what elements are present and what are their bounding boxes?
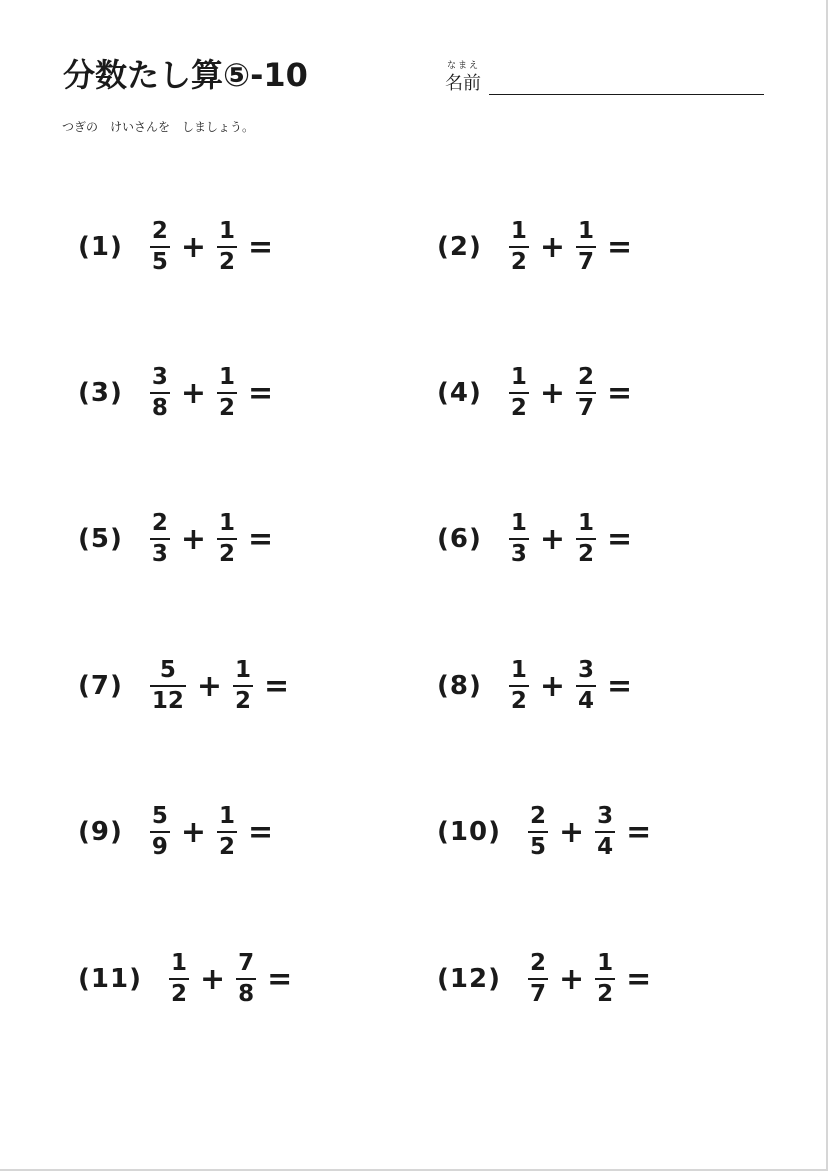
fraction-denominator: 2: [578, 541, 595, 567]
fraction-denominator: 3: [510, 541, 527, 567]
plus-sign: +: [539, 668, 566, 704]
fraction-numerator: 2: [529, 950, 546, 976]
fraction-numerator: 1: [597, 950, 614, 976]
plus-sign: +: [196, 668, 223, 704]
plus-sign: +: [539, 375, 566, 411]
fraction-numerator: 1: [219, 510, 236, 536]
worksheet-title: 分数たし算⑤-10: [63, 56, 308, 94]
fraction-numerator: 3: [578, 657, 595, 683]
fraction-numerator: 1: [219, 803, 236, 829]
problem-number: (7): [78, 671, 123, 701]
problem-number: (5): [78, 524, 123, 554]
fraction: [169, 952, 189, 1006]
plus-sign: +: [558, 961, 585, 997]
problem-number: (4): [437, 378, 482, 408]
instruction-text: つぎの けいさんを しましょう。: [62, 120, 255, 134]
fraction: [236, 952, 256, 1006]
equals-sign: =: [248, 521, 274, 557]
fraction-denominator: 2: [510, 395, 527, 421]
fraction-denominator: 9: [151, 834, 168, 860]
fraction: [150, 220, 170, 274]
fraction-denominator: 5: [529, 834, 546, 860]
fraction: [528, 952, 548, 1006]
fraction-numerator: 1: [510, 218, 527, 244]
plus-sign: +: [180, 521, 207, 557]
fraction-denominator: 2: [510, 688, 527, 714]
fraction-numerator: 1: [170, 950, 187, 976]
fraction: [509, 220, 529, 274]
fraction-denominator: 5: [151, 249, 168, 275]
fraction-denominator: 2: [219, 541, 236, 567]
problem-number: (1): [78, 232, 123, 262]
fraction-numerator: 1: [219, 218, 236, 244]
problem-item: [78, 216, 273, 278]
fraction-numerator: 1: [510, 657, 527, 683]
plus-sign: +: [180, 814, 207, 850]
fraction-bar: [150, 538, 170, 540]
fraction-numerator: 1: [219, 364, 236, 390]
fraction: [509, 659, 529, 713]
fraction: [576, 366, 596, 420]
fraction-bar: [217, 246, 237, 248]
equals-sign: =: [607, 668, 633, 704]
fraction-bar: [150, 685, 186, 687]
problem-number: (8): [437, 671, 482, 701]
fraction: [217, 366, 237, 420]
fraction-bar: [595, 978, 615, 980]
fraction: [576, 220, 596, 274]
fraction-bar: [150, 246, 170, 248]
fraction-denominator: 3: [151, 541, 168, 567]
fraction-numerator: 2: [578, 364, 595, 390]
problem-item: [78, 362, 273, 424]
problem-item: [78, 655, 289, 717]
fraction-bar: [150, 392, 170, 394]
fraction-denominator: 7: [529, 981, 546, 1007]
fraction-bar: [595, 831, 615, 833]
fraction: [150, 366, 170, 420]
fraction: [509, 512, 529, 566]
name-write-line[interactable]: [489, 94, 764, 95]
fraction-denominator: 2: [219, 249, 236, 275]
fraction-numerator: 5: [151, 803, 168, 829]
fraction-bar: [233, 685, 253, 687]
problem-number: (2): [437, 232, 482, 262]
problem-number: (9): [78, 817, 123, 847]
name-field: [445, 58, 765, 98]
fraction: [576, 512, 596, 566]
fraction-denominator: 2: [510, 249, 527, 275]
fraction-bar: [509, 538, 529, 540]
fraction-denominator: 12: [151, 688, 184, 714]
plus-sign: +: [199, 961, 226, 997]
fraction-numerator: 5: [159, 657, 176, 683]
equals-sign: =: [607, 229, 633, 265]
plus-sign: +: [180, 229, 207, 265]
fraction: [217, 220, 237, 274]
fraction: [217, 512, 237, 566]
plus-sign: +: [558, 814, 585, 850]
fraction-denominator: 7: [578, 395, 595, 421]
problem-number: (11): [78, 964, 142, 994]
problem-item: [437, 362, 632, 424]
fraction-denominator: 2: [219, 834, 236, 860]
fraction-bar: [509, 246, 529, 248]
fraction-bar: [236, 978, 256, 980]
fraction: [150, 659, 186, 713]
problem-number: (6): [437, 524, 482, 554]
fraction-numerator: 1: [510, 364, 527, 390]
plus-sign: +: [180, 375, 207, 411]
fraction-denominator: 2: [170, 981, 187, 1007]
equals-sign: =: [248, 814, 274, 850]
equals-sign: =: [264, 668, 290, 704]
fraction: [576, 659, 596, 713]
name-label: 名前: [445, 73, 481, 94]
problem-number: (12): [437, 964, 501, 994]
fraction: [150, 805, 170, 859]
fraction: [233, 659, 253, 713]
equals-sign: =: [248, 375, 274, 411]
equals-sign: =: [626, 961, 652, 997]
problem-item: [437, 216, 632, 278]
fraction-numerator: 2: [151, 218, 168, 244]
problem-item: [437, 948, 651, 1010]
fraction-numerator: 1: [510, 510, 527, 536]
fraction: [217, 805, 237, 859]
problem-item: [78, 508, 273, 570]
fraction-denominator: 4: [578, 688, 595, 714]
plus-sign: +: [539, 521, 566, 557]
fraction: [595, 952, 615, 1006]
fraction-bar: [576, 246, 596, 248]
problem-number: (10): [437, 817, 501, 847]
name-ruby: なまえ: [447, 61, 481, 71]
fraction-denominator: 2: [219, 395, 236, 421]
problem-item: [437, 801, 651, 863]
fraction: [528, 805, 548, 859]
fraction-bar: [528, 978, 548, 980]
fraction-numerator: 7: [238, 950, 255, 976]
fraction-numerator: 1: [235, 657, 252, 683]
equals-sign: =: [267, 961, 293, 997]
fraction-bar: [576, 538, 596, 540]
fraction-numerator: 2: [151, 510, 168, 536]
fraction-numerator: 1: [578, 510, 595, 536]
fraction-bar: [576, 685, 596, 687]
fraction-bar: [509, 685, 529, 687]
fraction-numerator: 1: [578, 218, 595, 244]
fraction: [595, 805, 615, 859]
problem-item: [437, 655, 632, 717]
fraction-bar: [217, 392, 237, 394]
equals-sign: =: [607, 521, 633, 557]
fraction-numerator: 2: [529, 803, 546, 829]
fraction-bar: [169, 978, 189, 980]
fraction-bar: [217, 831, 237, 833]
fraction-bar: [150, 831, 170, 833]
equals-sign: =: [248, 229, 274, 265]
fraction-bar: [528, 831, 548, 833]
fraction-denominator: 4: [597, 834, 614, 860]
equals-sign: =: [626, 814, 652, 850]
problem-item: [437, 508, 632, 570]
fraction-bar: [576, 392, 596, 394]
fraction-denominator: 7: [578, 249, 595, 275]
fraction-denominator: 8: [238, 981, 255, 1007]
problem-item: [78, 801, 273, 863]
problem-item: [78, 948, 292, 1010]
fraction-denominator: 2: [597, 981, 614, 1007]
problem-number: (3): [78, 378, 123, 408]
fraction-numerator: 3: [151, 364, 168, 390]
fraction-denominator: 2: [235, 688, 252, 714]
fraction-denominator: 8: [151, 395, 168, 421]
fraction: [150, 512, 170, 566]
fraction-numerator: 3: [597, 803, 614, 829]
fraction-bar: [217, 538, 237, 540]
fraction: [509, 366, 529, 420]
fraction-bar: [509, 392, 529, 394]
equals-sign: =: [607, 375, 633, 411]
plus-sign: +: [539, 229, 566, 265]
